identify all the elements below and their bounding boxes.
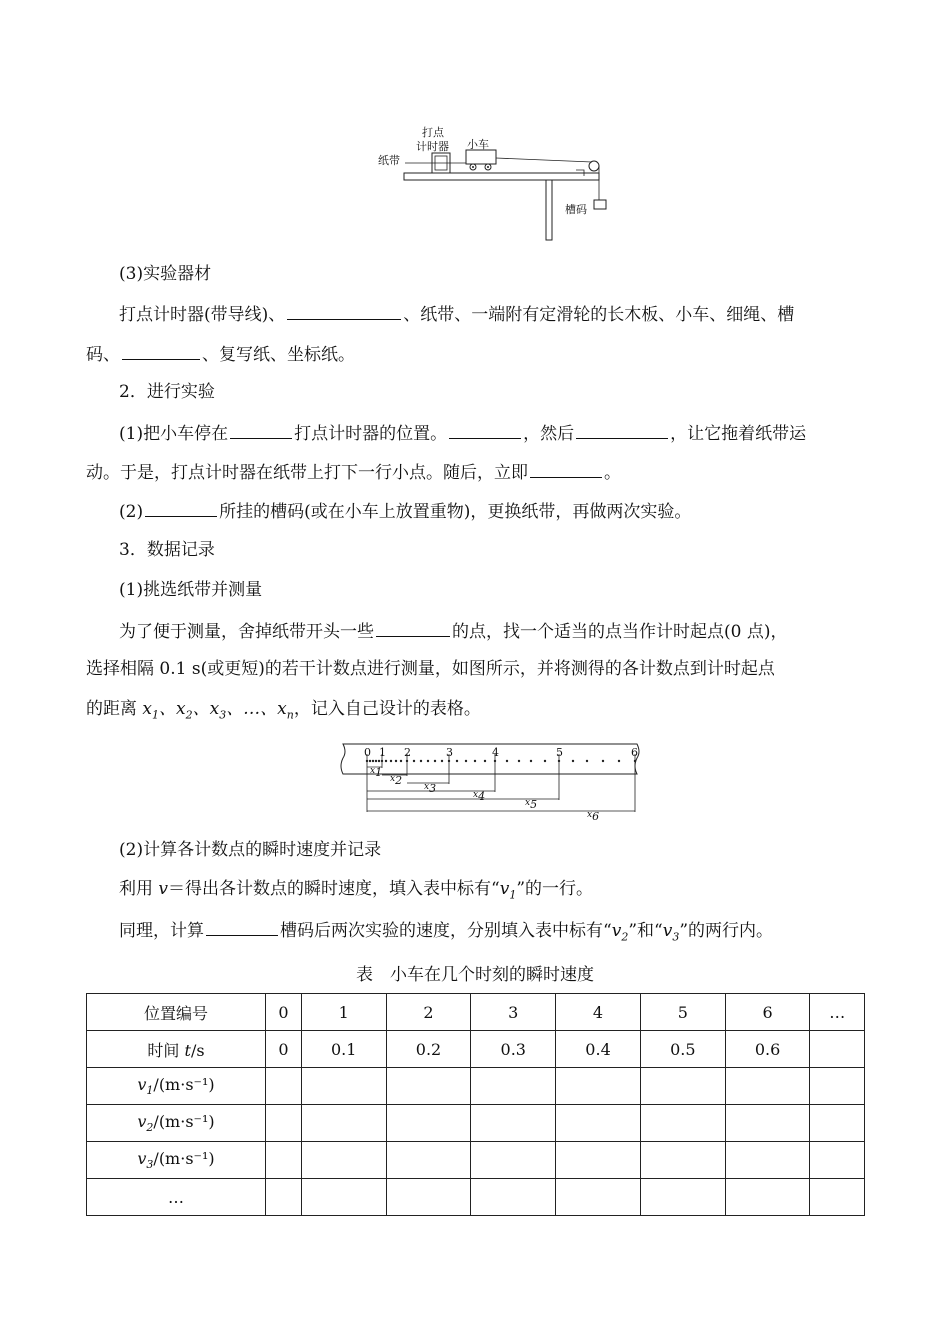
blank-step2[interactable]	[145, 498, 217, 517]
blank-equipment-2[interactable]	[122, 341, 200, 360]
tape-distance-x3: $x_3$	[424, 782, 437, 795]
position-cell: 3	[471, 994, 556, 1031]
v2-cell[interactable]	[471, 1105, 556, 1142]
same-text-c: ”和“	[628, 921, 663, 941]
measure-text-c: 的距离	[86, 699, 143, 719]
tape-distance-x4: $x_4$	[473, 790, 486, 803]
measure-text-b: 的点，找一个适当的点当作计时起点(0 点)，	[452, 622, 788, 642]
blank-step1-3[interactable]	[576, 420, 668, 439]
measure-line-1	[119, 618, 787, 644]
position-cell: …	[810, 994, 865, 1031]
section-procedure-title: 2．进行实验	[119, 382, 215, 402]
distance-list: $x_1$、$x_2$、$x_3$、…、$x_n$	[142, 699, 294, 722]
procedure-step2	[119, 498, 691, 524]
position-label: 位置编号	[87, 994, 266, 1031]
tape-point-0: 0	[364, 746, 371, 759]
position-cell: 0	[266, 994, 302, 1031]
calc-text-a: 利用	[119, 879, 159, 899]
more-cell[interactable]	[301, 1179, 386, 1216]
v1-cell[interactable]	[386, 1068, 471, 1105]
subsection-tape-title: (1)挑选纸带并测量	[119, 580, 263, 600]
blank-step1-2[interactable]	[449, 420, 521, 439]
v3-cell[interactable]	[810, 1142, 865, 1179]
step2-text-b: 所挂的槽码(或在小车上放置重物)，更换纸带，再做两次实验。	[219, 502, 692, 522]
step1-text-c: ，然后	[523, 424, 575, 444]
v3-cell[interactable]	[556, 1142, 641, 1179]
measure-line-2: 选择相隔 0.1 s(或更短)的若干计数点进行测量，如图所示，并将测得的各计数点到计时起点	[86, 659, 775, 679]
time-cell: 0.2	[386, 1031, 471, 1068]
calc-line	[119, 877, 593, 907]
v2-cell[interactable]	[725, 1105, 810, 1142]
more-cell[interactable]	[725, 1179, 810, 1216]
position-cell: 4	[556, 994, 641, 1031]
v2-label: $v_2/(m\cdot s^{-1})$	[87, 1105, 266, 1142]
position-cell: 6	[725, 994, 810, 1031]
v1-cell[interactable]	[471, 1068, 556, 1105]
table-row-time	[87, 1031, 865, 1068]
calc-text-b: ＝得出各计数点的瞬时速度，填入表中标有“	[168, 879, 500, 899]
table-row-position	[87, 994, 865, 1031]
step1-text-d: ，让它拖着纸带运	[670, 424, 807, 444]
section-equipment-title: (3)实验器材	[119, 264, 212, 284]
step1-text-f: 。	[604, 463, 621, 483]
tape-distance-x1: $x_1$	[370, 766, 383, 779]
time-cell: 0.1	[301, 1031, 386, 1068]
v1-cell[interactable]	[810, 1068, 865, 1105]
subsection-calc-title: (2)计算各计数点的瞬时速度并记录	[119, 840, 382, 860]
time-cell	[810, 1031, 865, 1068]
blank-equipment-1[interactable]	[287, 301, 401, 320]
table-caption: 表 小车在几个时刻的瞬时速度	[356, 965, 594, 985]
v3-cell[interactable]	[266, 1142, 302, 1179]
more-cell[interactable]	[266, 1179, 302, 1216]
v3-cell[interactable]	[640, 1142, 725, 1179]
tape-label: 纸带	[378, 154, 400, 167]
timer-label-bottom: 计时器	[416, 140, 449, 153]
same-v3-symbol: $v_3$	[662, 921, 680, 944]
time-label-t: t	[184, 1040, 191, 1060]
blank-measure[interactable]	[376, 618, 450, 637]
v1-cell[interactable]	[725, 1068, 810, 1105]
step1-text-b: 打点计时器的位置。	[294, 424, 448, 444]
position-cell: 2	[386, 994, 471, 1031]
table-row-v3	[87, 1142, 865, 1179]
tape-point-1: 1	[379, 746, 386, 759]
position-cell: 5	[640, 994, 725, 1031]
equipment-line-1	[119, 301, 794, 327]
table-row-v2	[87, 1105, 865, 1142]
step2-text-a: (2)	[119, 502, 144, 522]
tape-distance-x5: $x_5$	[525, 798, 538, 811]
measure-line-3	[86, 697, 481, 727]
tape-distance-x2: $x_2$	[390, 774, 403, 787]
calc-v-symbol: v	[158, 879, 169, 899]
more-cell[interactable]	[640, 1179, 725, 1216]
v1-cell[interactable]	[301, 1068, 386, 1105]
time-cell: 0.5	[640, 1031, 725, 1068]
procedure-step1-line1	[119, 420, 806, 446]
v1-cell[interactable]	[556, 1068, 641, 1105]
more-cell[interactable]	[556, 1179, 641, 1216]
time-label-a: 时间	[147, 1040, 185, 1060]
blank-same[interactable]	[206, 917, 278, 936]
equipment-text-a: 打点计时器(带导线)、	[119, 305, 286, 325]
same-text-b: 槽码后两次实验的速度，分别填入表中标有“	[280, 921, 612, 941]
blank-step1-1[interactable]	[230, 420, 292, 439]
weight-label: 槽码	[565, 203, 587, 216]
v3-cell[interactable]	[386, 1142, 471, 1179]
v1-label: $v_1/(m\cdot s^{-1})$	[87, 1068, 266, 1105]
time-label-b: /s	[190, 1040, 205, 1060]
tape-point-2: 2	[404, 746, 411, 759]
tape-point-6: 6	[631, 746, 638, 759]
equipment-text-d: 、复写纸、坐标纸。	[202, 345, 355, 365]
v2-cell[interactable]	[266, 1105, 302, 1142]
equipment-text-c: 码、	[86, 345, 120, 365]
v2-cell[interactable]	[640, 1105, 725, 1142]
v3-label: $v_3/(m\cdot s^{-1})$	[87, 1142, 266, 1179]
tape-point-5: 5	[556, 746, 563, 759]
tape-point-3: 3	[446, 746, 453, 759]
time-cell: 0.4	[556, 1031, 641, 1068]
v2-cell[interactable]	[386, 1105, 471, 1142]
blank-step1-4[interactable]	[530, 459, 602, 478]
timer-label-top: 打点	[422, 126, 444, 139]
time-label	[87, 1031, 266, 1068]
more-cell[interactable]	[471, 1179, 556, 1216]
more-label: …	[87, 1179, 266, 1216]
time-cell: 0.6	[725, 1031, 810, 1068]
cart-label: 小车	[467, 138, 489, 151]
time-cell: 0	[266, 1031, 302, 1068]
same-text-a: 同理，计算	[119, 921, 204, 941]
step1-text-e: 动。于是，打点计时器在纸带上打下一行小点。随后，立即	[86, 463, 528, 483]
more-cell[interactable]	[810, 1179, 865, 1216]
position-cell: 1	[301, 994, 386, 1031]
v2-cell[interactable]	[301, 1105, 386, 1142]
velocity-table	[86, 993, 865, 1216]
table-row-more	[87, 1179, 865, 1216]
v3-cell[interactable]	[471, 1142, 556, 1179]
measure-text-d: ，记入自己设计的表格。	[293, 699, 481, 719]
calc-v1-symbol: $v_1$	[499, 879, 517, 902]
calc-text-c: ”的一行。	[516, 879, 594, 899]
same-line	[119, 917, 773, 949]
tape-distance-x6: $x_6$	[587, 810, 600, 823]
measure-text-a: 为了便于测量，舍掉纸带开头一些	[119, 622, 374, 642]
v2-cell[interactable]	[810, 1105, 865, 1142]
v1-cell[interactable]	[266, 1068, 302, 1105]
tape-distance-labels	[335, 742, 645, 823]
tape-point-4: 4	[492, 746, 499, 759]
same-text-d: ”的两行内。	[679, 921, 774, 941]
more-cell[interactable]	[386, 1179, 471, 1216]
table-row-v1	[87, 1068, 865, 1105]
same-v2-symbol: $v_2$	[611, 921, 629, 944]
v2-cell[interactable]	[556, 1105, 641, 1142]
equipment-line-2	[86, 341, 355, 367]
time-cell: 0.3	[471, 1031, 556, 1068]
apparatus-diagram	[370, 118, 620, 246]
step1-text-a: (1)把小车停在	[119, 424, 229, 444]
v3-cell[interactable]	[301, 1142, 386, 1179]
v3-cell[interactable]	[725, 1142, 810, 1179]
section-data-title: 3．数据记录	[119, 540, 215, 560]
v1-cell[interactable]	[640, 1068, 725, 1105]
procedure-step1-line2	[86, 459, 621, 485]
equipment-text-b: 、纸带、一端附有定滑轮的长木板、小车、细绳、槽	[403, 305, 795, 325]
